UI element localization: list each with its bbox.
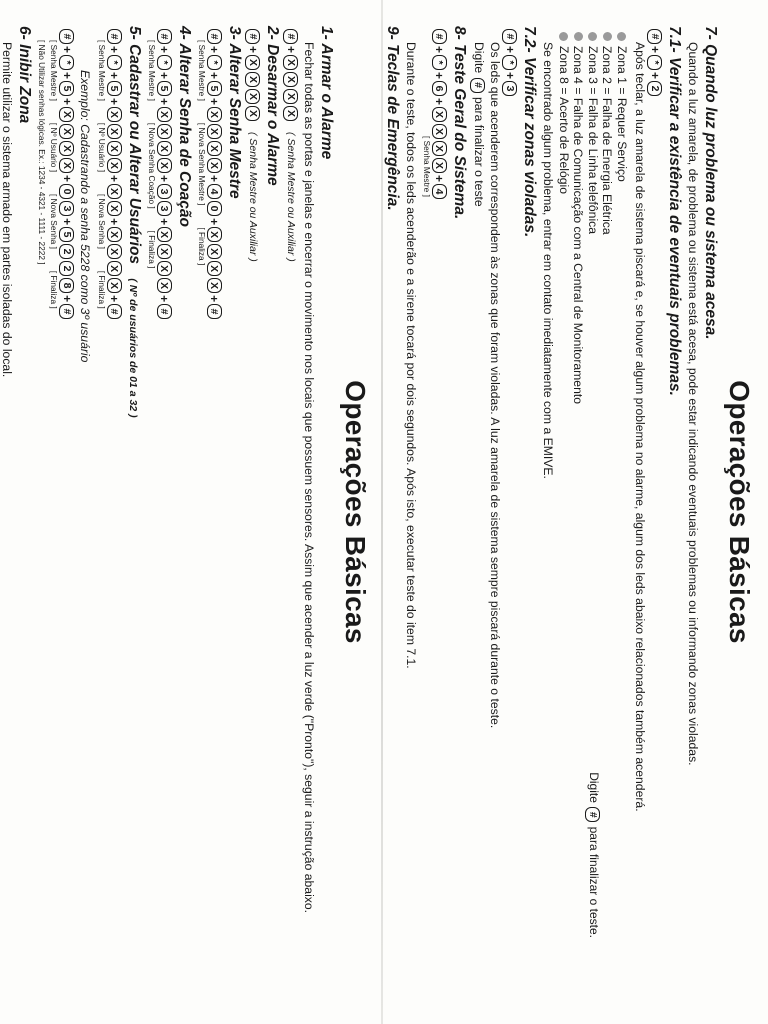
plus-sign: +: [107, 46, 122, 54]
keypad-key: 4: [432, 184, 447, 199]
keypad-key: X: [157, 124, 172, 139]
keypad-key: X: [107, 158, 122, 173]
keypad-key: *: [502, 55, 517, 70]
captions-exemplo: [49, 40, 59, 998]
key-caption: [ Finaliza ]: [196, 227, 207, 266]
zones-row: [555, 26, 631, 998]
keypad-key: X: [207, 107, 222, 122]
zone-text: Zona 4 = Falha de Comunicação com a Central de Monitoramento: [571, 46, 586, 405]
section-heading-verificar-problemas: 7.1- Verificar a existência de eventuais problemas.: [666, 26, 684, 396]
plus-sign: +: [60, 295, 75, 303]
key-caption: [ Senha Mestre ]: [146, 40, 157, 101]
keypad-key: 0: [59, 184, 74, 199]
keypad-key: 5: [157, 81, 172, 96]
key-sequence-verificar-problemas: [647, 28, 662, 998]
keypad-key: #: [502, 29, 517, 44]
keypad-key: *: [59, 55, 74, 70]
keypad-key: #: [207, 304, 222, 319]
keypad-key: X: [157, 261, 172, 276]
zone-text: Zona 1 = Requer Serviço: [614, 46, 629, 182]
zone-item: [571, 32, 585, 404]
captions-usuarios: [96, 40, 106, 998]
key-caption: [ Finaliza ]: [96, 270, 107, 309]
key-sequence-senha-mestre: [207, 28, 222, 998]
keypad-key: X: [107, 244, 122, 259]
keypad-key: X: [157, 158, 172, 173]
keypad-key: #: [157, 304, 172, 319]
bullet-icon: [559, 32, 568, 41]
keypad-key: X: [59, 158, 74, 173]
plus-sign: +: [647, 72, 662, 80]
captions-teste-geral: [421, 136, 431, 998]
keypad-key: *: [157, 55, 172, 70]
keypad-key: #: [157, 29, 172, 44]
keypad-key: X: [107, 261, 122, 276]
keypad-key: X: [207, 227, 222, 242]
finalize-note: [585, 772, 601, 938]
keypad-key: X: [207, 158, 222, 173]
keypad-key: *: [432, 55, 447, 70]
keypad-key: 2: [59, 261, 74, 276]
key-sequence-teste-geral: [432, 28, 447, 998]
plus-sign: +: [283, 46, 298, 54]
key-caption: [ Senha Mestre ]: [96, 40, 107, 101]
keypad-key: X: [107, 201, 122, 216]
keypad-key: X: [59, 107, 74, 122]
keypad-key: *: [207, 55, 222, 70]
hash-key: #: [585, 807, 600, 822]
keypad-key: X: [245, 106, 260, 121]
bullet-icon: [617, 32, 626, 41]
keypad-key: X: [59, 141, 74, 156]
plus-sign: +: [157, 72, 172, 80]
plus-sign: +: [502, 46, 517, 54]
plus-sign: +: [207, 46, 222, 54]
bullet-icon: [603, 32, 612, 41]
warning-text: [ Não Utilizar senhas lógicas. Ex.: 1234 - 4321 - 1111 - 2222 ]: [36, 40, 47, 265]
keypad-key: X: [283, 89, 298, 104]
keypad-key: 8: [59, 278, 74, 293]
captions-senha-coacao: [146, 40, 156, 998]
plus-sign: +: [60, 98, 75, 106]
sequence-note: ( Senha Mestre ou Auxiliar ): [284, 132, 297, 262]
plus-sign: +: [157, 218, 172, 226]
keypad-key: 0: [207, 201, 222, 216]
keypad-key: X: [157, 227, 172, 242]
plus-sign: +: [157, 46, 172, 54]
keypad-key: 2: [59, 244, 74, 259]
bullet-icon: [588, 32, 597, 41]
keypad-key: X: [432, 158, 447, 173]
section-heading-zonas-violadas: 7.2- Verificar zonas violadas.: [521, 26, 539, 238]
section-heading-inibir: 6- Inibir Zona: [15, 26, 33, 124]
keypad-key: X: [157, 107, 172, 122]
keypad-key: 3: [59, 201, 74, 216]
zone-text: Zona 3 = Falha de Linha telefônica: [585, 46, 600, 235]
keypad-key: 2: [647, 81, 662, 96]
key-sequence-desarmar: [245, 28, 260, 998]
heading-subnote: ( Nº de usuários de 01 a 32 ): [126, 278, 139, 418]
finalize-post: para finalizar o teste: [471, 96, 486, 207]
plus-sign: +: [60, 46, 75, 54]
plus-sign: +: [207, 218, 222, 226]
plus-sign: +: [207, 72, 222, 80]
key-caption: [ Nova Senha Coação ]: [146, 122, 157, 209]
section-text-zonas-violadas: Os leds que acenderem correspondem às zonas que foram violadas. A luz amarela de sistema sempre piscará durante o teste.: [488, 42, 502, 729]
keypad-key: X: [157, 278, 172, 293]
page-title: Operações Básicas: [724, 380, 755, 644]
key-caption: [ Nova Senha ]: [96, 194, 107, 249]
keypad-key: X: [107, 227, 122, 242]
keypad-key: X: [207, 261, 222, 276]
keypad-key: 3: [502, 81, 517, 96]
key-sequence-usuarios: [107, 28, 122, 998]
keypad-key: X: [245, 72, 260, 87]
plus-sign: +: [107, 175, 122, 183]
plus-sign: +: [107, 218, 122, 226]
key-sequence-armar: [283, 28, 298, 998]
keypad-key: X: [245, 55, 260, 70]
section-heading-armar: 1- Armar o Alarme: [317, 26, 335, 160]
keypad-key: #: [207, 29, 222, 44]
section-text-verificar-problemas: Após teclar, a luz amarela de sistema piscará e, se houver algum problema no alarme, algum dos leds abaixo relacionados também acenderá.: [633, 42, 648, 812]
keypad-key: X: [157, 244, 172, 259]
section-heading-desarmar: 2- Desarmar o Alarme: [264, 26, 282, 186]
section-text-teste-geral: Durante o teste, todos os leds acenderão e a sirene tocará por dois segundos. Após isto, executar teste do item 7.1.: [403, 42, 418, 669]
plus-sign: +: [157, 295, 172, 303]
zone-text: Zona 8 = Acerto de Relógio: [557, 46, 572, 195]
plus-sign: +: [432, 72, 447, 80]
keypad-key: X: [283, 72, 298, 87]
key-caption: [ Nova Senha ]: [49, 194, 60, 249]
plus-sign: +: [432, 175, 447, 183]
keypad-key: X: [207, 244, 222, 259]
keypad-key: X: [207, 278, 222, 293]
password-warning: [36, 40, 46, 998]
plus-sign: +: [60, 72, 75, 80]
plus-sign: +: [245, 46, 260, 54]
plus-sign: +: [207, 295, 222, 303]
keypad-key: *: [647, 55, 662, 70]
plus-sign: +: [107, 98, 122, 106]
finalize-pre: Digite: [586, 772, 601, 803]
keypad-key: X: [207, 141, 222, 156]
keypad-key: #: [245, 29, 260, 44]
finalize-post: para finalizar o teste.: [586, 826, 601, 938]
captions-senha-mestre: [196, 40, 206, 998]
keypad-key: X: [432, 141, 447, 156]
keypad-key: #: [107, 304, 122, 319]
keypad-key: 5: [107, 81, 122, 96]
section-text-problema: Quando a luz amarela, de problema ou sistema está acesa, pode estar indicando eventuais problemas ou informando zonas violadas.: [685, 42, 700, 766]
keypad-key: 3: [157, 184, 172, 199]
plus-sign: +: [107, 72, 122, 80]
zone-list: [557, 32, 629, 404]
key-caption: [ Senha Mestre ]: [49, 40, 60, 101]
keypad-key: *: [107, 55, 122, 70]
keypad-key: 5: [207, 81, 222, 96]
manual-page-right: [384, 0, 768, 1024]
keypad-key: 3: [157, 201, 172, 216]
section-heading-teste-geral: 8- Teste Geral do Sistema.: [450, 26, 468, 220]
key-caption: [ Nº Usuário ]: [96, 122, 107, 173]
keypad-key: #: [59, 29, 74, 44]
section-heading-emergencia: 9- Teclas de Emergência.: [384, 26, 402, 211]
plus-sign: +: [60, 175, 75, 183]
bullet-icon: [574, 32, 583, 41]
key-caption: [ Senha Mestre ]: [196, 40, 207, 101]
example-text: Exemplo: Cadastrando a senha 5228 como 3º usuário: [77, 70, 92, 363]
plus-sign: +: [502, 72, 517, 80]
zone-text: Zona 2 = Falha de Energia Elétrica: [600, 46, 615, 235]
keypad-key: #: [647, 29, 662, 44]
keypad-key: #: [107, 29, 122, 44]
plus-sign: +: [432, 98, 447, 106]
plus-sign: +: [107, 295, 122, 303]
sequence-note: ( Senha Mestre ou Auxiliar ): [246, 132, 259, 262]
plus-sign: +: [60, 218, 75, 226]
page-title: Operações Básicas: [340, 380, 371, 644]
keypad-key: 4: [207, 184, 222, 199]
section-heading-senha-mestre: 3- Alterar Senha Mestre: [226, 26, 244, 199]
keypad-key: X: [157, 141, 172, 156]
heading-text: 5- Cadastrar ou Alterar Usuários: [125, 26, 143, 265]
keypad-key: X: [432, 107, 447, 122]
keypad-key: X: [207, 124, 222, 139]
plus-sign: +: [157, 175, 172, 183]
zone-item: [557, 32, 571, 404]
plus-sign: +: [207, 98, 222, 106]
section-heading-usuarios: [125, 26, 143, 998]
zone-item: [600, 32, 614, 404]
keypad-key: #: [283, 29, 298, 44]
keypad-key: X: [107, 184, 122, 199]
plus-sign: +: [647, 46, 662, 54]
keypad-key: #: [59, 304, 74, 319]
keypad-key: #: [432, 29, 447, 44]
finalize-line: [470, 26, 486, 998]
key-caption: [ Nº Usuário ]: [49, 122, 60, 173]
key-caption: [ Finaliza ]: [49, 270, 60, 309]
keypad-key: X: [59, 124, 74, 139]
zone-item: [585, 32, 599, 404]
plus-sign: +: [207, 175, 222, 183]
key-sequence-zonas-violadas: [502, 28, 517, 998]
key-caption: [ Finaliza ]: [146, 230, 157, 269]
keypad-key: X: [283, 106, 298, 121]
plus-sign: +: [432, 46, 447, 54]
keypad-key: 6: [432, 81, 447, 96]
key-sequence-exemplo: [59, 28, 74, 998]
zone-item: [614, 32, 628, 404]
section-text-armar: Fechar todas as portas e janelas e encerrar o movimento nos locais que possuem sensores. Assim que acender a luz verde ("Pronto"), seguir a instrução abaixo.: [301, 42, 316, 914]
section-heading-senha-coacao: 4- Alterar Senha de Coação: [175, 26, 193, 227]
keypad-key: X: [107, 107, 122, 122]
keypad-key: 5: [59, 227, 74, 242]
contact-text: Se encontrado algum problema, entrar em contato imediatamente com a EMIVE.: [540, 42, 555, 479]
key-sequence-senha-coacao: [157, 28, 172, 998]
keypad-key: X: [245, 89, 260, 104]
keypad-key: X: [107, 124, 122, 139]
finalize-pre: Digite: [471, 42, 486, 74]
keypad-key: X: [283, 55, 298, 70]
keypad-key: 5: [59, 81, 74, 96]
keypad-key: X: [432, 124, 447, 139]
hash-key: #: [470, 78, 485, 93]
keypad-key: X: [107, 278, 122, 293]
section-text-inibir: Permite utilizar o sistema armado em partes isoladas do local.: [0, 42, 14, 378]
section-heading-problema: 7- Quando luz problema ou sistema acesa.: [701, 26, 719, 340]
plus-sign: +: [157, 98, 172, 106]
key-caption: [ Senha Mestre ]: [421, 136, 432, 197]
key-caption: [ Nova Senha Mestre ]: [196, 122, 207, 206]
keypad-key: X: [107, 141, 122, 156]
